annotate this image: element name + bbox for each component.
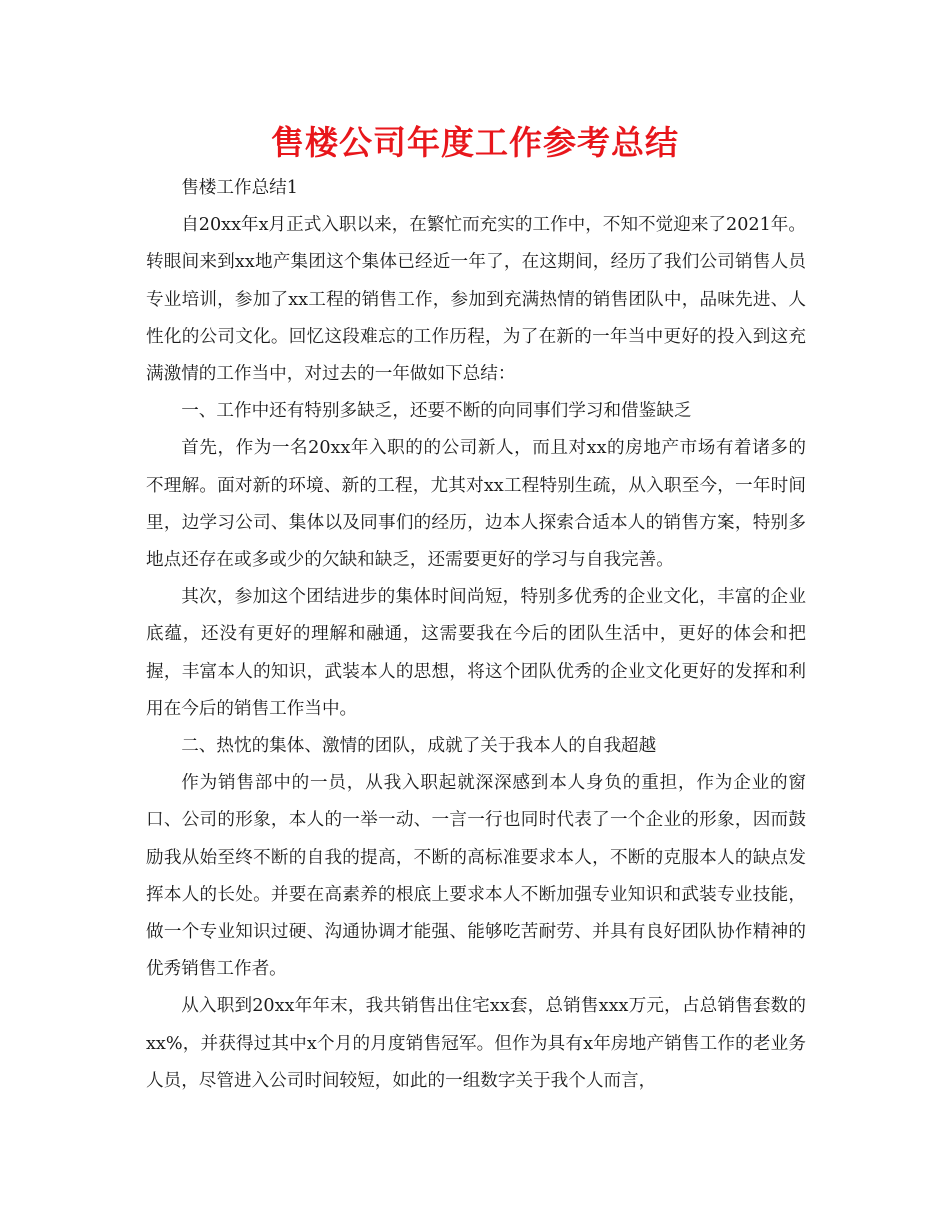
- subheading-1: 一、工作中还有特别多缺乏，还要不断的向同事们学习和借鉴缺乏: [181, 401, 692, 422]
- document-body: [146, 170, 806, 1100]
- section-heading: 售楼工作总结1: [181, 178, 298, 198]
- paragraph-second: 其次，参加这个团结进步的集体时间尚短，特别多优秀的企业文化，丰富的企业底蕴，还没有更好的理解和融通，这需要我在今后的团队生活中，更好的体会和把握，丰富本人的知识，武装本人的思想，将这个团队优秀的企业文化更好的发挥和利用在今后的销售工作当中。: [146, 587, 806, 719]
- subheading-2: 二、热忱的集体、激情的团队，成就了关于我本人的自我超越: [181, 736, 657, 757]
- paragraph-results: 从入职到20xx年年末，我共销售出住宅xx套，总销售xxx万元，占总销售套数的xx%，并获得过其中x个月的月度销售冠军。但作为具有x年房地产销售工作的老业务人员，尽管进入公司时间较短，如此的一组数字关于我个人而言，: [146, 996, 806, 1091]
- document-title: 售楼公司年度工作参考总结: [271, 123, 679, 162]
- paragraph-role: 作为销售部中的一员，从我入职起就深深感到本人身负的重担，作为企业的窗口、公司的形象，本人的一举一动、一言一行也同时代表了一个企业的形象，因而鼓励我从始至终不断的自我的提高，不断的高标准要求本人，不断的克服本人的缺点发挥本人的长处。并要在高素养的根底上要求本人不断加强专业知识和武装专业技能，做一个专业知识过硬、沟通协调才能强、能够吃苦耐劳、并具有良好团队协作精神的优秀销售工作者。: [146, 773, 806, 980]
- paragraph-first: 首先，作为一名20xx年入职的的公司新人，而且对xx的房地产市场有着诸多的不理解。面对新的环境、新的工程，尤其对xx工程特别生疏，从入职至今，一年时间里，边学习公司、集体以及同事们的经历，边本人探索合适本人的销售方案，特别多地点还存在或多或少的欠缺和缺乏，还需要更好的学习与自我完善。: [146, 438, 806, 571]
- paragraph-intro: 自20xx年x月正式入职以来，在繁忙而充实的工作中，不知不觉迎来了2021年。转眼间来到xx地产集团这个集体已经近一年了，在这期间，经历了我们公司销售人员专业培训，参加了xx工程的销售工作，参加到充满热情的销售团队中，品味先进、人性化的公司文化。回忆这段难忘的工作历程，为了在新的一年当中更好的投入到这充满激情的工作当中，对过去的一年做如下总结：: [146, 215, 806, 385]
